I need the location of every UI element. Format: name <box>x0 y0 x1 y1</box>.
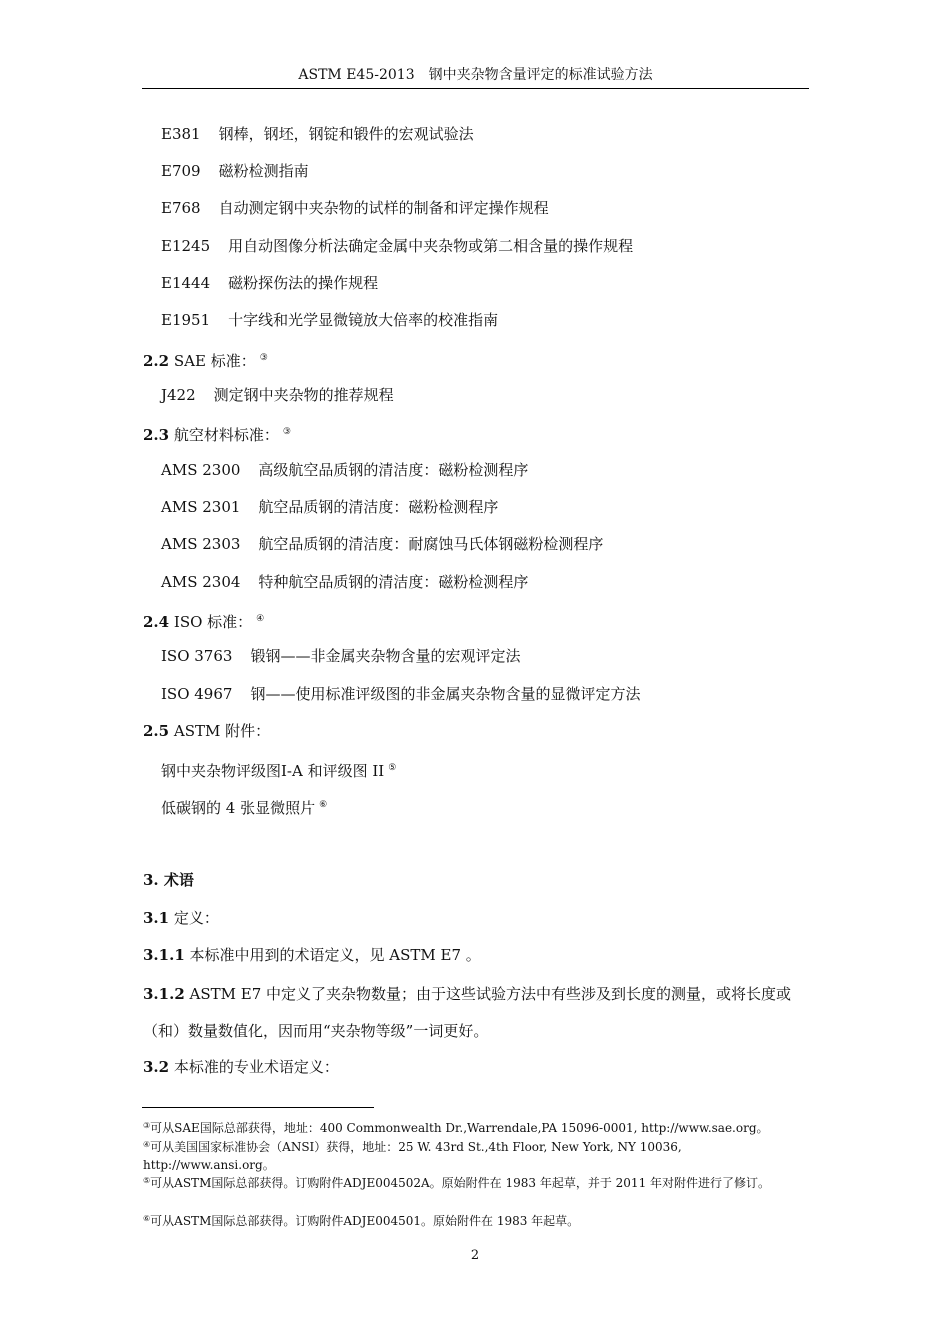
reference-code: E768 <box>161 199 201 217</box>
reference-title: 磁粉探伤法的操作规程 <box>228 274 379 292</box>
annex-item <box>161 795 327 818</box>
footnote-text: 可从ASTM国际总部获得。订购附件ADJE004502A。原始附件在 1983 年起草，并于 2011 年对附件进行了修订。 <box>150 1176 771 1190</box>
reference-title: 自动测定钢中夹杂物的试样的制备和评定操作规程 <box>218 199 549 217</box>
reference-title: 航空品质钢的清洁度：磁粉检测程序 <box>258 498 499 516</box>
footnote <box>143 1210 809 1230</box>
reference-title: 航空品质钢的清洁度：耐腐蚀马氏体钢磁粉检测程序 <box>258 535 604 553</box>
section-2-3-heading <box>143 422 291 445</box>
section-3-2 <box>143 1057 339 1077</box>
footnote-marker: ⑤ <box>143 1176 151 1185</box>
footnote <box>143 1172 809 1192</box>
footnote <box>143 1136 809 1174</box>
reference-title: 高级航空品质钢的清洁度：磁粉检测程序 <box>258 461 529 479</box>
section-3-heading: 3. 术语 <box>143 871 194 889</box>
section-label: ISO 标准： <box>173 613 253 631</box>
footnote-text: 可从SAE国际总部获得，地址：400 Commonwealth Dr.,Warrendale,PA 15096-0001, http://www.sae.org。 <box>150 1121 769 1135</box>
section-number: 3.1.2 <box>143 985 185 1003</box>
reference-code: E381 <box>161 125 201 143</box>
section-3-1-2 <box>143 976 809 1050</box>
reference-item <box>161 310 498 330</box>
footnote-marker: ⑥ <box>143 1214 151 1223</box>
section-number: 2.4 <box>143 613 170 631</box>
footnote-marker: ③ <box>143 1121 151 1130</box>
reference-code: E1444 <box>161 274 211 292</box>
section-2-4-heading <box>143 609 264 632</box>
section-number: 3.1.1 <box>143 946 185 964</box>
footnote-text: 可从ASTM国际总部获得。订购附件ADJE004501。原始附件在 1983 年起草。 <box>150 1214 580 1228</box>
section-label: ASTM 附件： <box>173 722 271 740</box>
reference-item <box>161 236 633 256</box>
section-number: 2.2 <box>143 352 170 370</box>
footnote-separator <box>142 1107 374 1108</box>
reference-title: 钢——使用标准评级图的非金属夹杂物含量的显微评定方法 <box>250 685 641 703</box>
section-text: 定义： <box>169 909 219 927</box>
reference-title: 测定钢中夹杂物的推荐规程 <box>213 386 394 404</box>
reference-title: 十字线和光学显微镜放大倍率的校准指南 <box>228 311 499 329</box>
section-number: 2.5 <box>143 722 170 740</box>
reference-code: E709 <box>161 162 201 180</box>
section-number: 3.2 <box>143 1058 170 1076</box>
section-number: 3.1 <box>143 909 170 927</box>
reference-item <box>161 385 394 405</box>
reference-item <box>161 124 474 144</box>
reference-item <box>161 273 378 293</box>
reference-item <box>161 572 528 592</box>
footnote <box>143 1117 809 1137</box>
section-text: 本标准中用到的术语定义，见 ASTM E7 。 <box>184 946 481 964</box>
reference-code: AMS 2300 <box>161 461 241 479</box>
header-rule <box>142 88 809 89</box>
footnote-marker: ③ <box>282 427 291 437</box>
annex-title: 钢中夹杂物评级图I-A 和评级图 II <box>161 762 385 780</box>
reference-item <box>161 497 498 517</box>
annex-title: 低碳钢的 4 张显微照片 <box>161 799 316 817</box>
reference-title: 钢棒，钢坯，钢锭和锻件的宏观试验法 <box>218 125 474 143</box>
section-2-2-heading <box>143 348 268 371</box>
footnote-marker: ⑤ <box>388 763 397 773</box>
reference-item <box>161 198 549 218</box>
annex-item <box>161 758 396 781</box>
reference-item <box>161 534 603 554</box>
reference-title: 特种航空品质钢的清洁度：磁粉检测程序 <box>258 573 529 591</box>
reference-title: 锻钢——非金属夹杂物含量的宏观评定法 <box>250 647 521 665</box>
footnote-text: 可从美国国家标准协会（ANSI）获得，地址：25 W. 43rd St.,4th Floor, New York, NY 10036, http://www.ansi.org。 <box>143 1140 682 1172</box>
reference-item <box>161 460 528 480</box>
section-label: 航空材料标准： <box>169 426 279 444</box>
section-label: SAE 标准： <box>173 352 256 370</box>
footnote-marker: ③ <box>259 353 268 363</box>
section-text: ASTM E7 中定义了夹杂物数量；由于这些试验方法中有些涉及到长度的测量，或将长度或（和）数量数值化，因而用“夹杂物等级”一词更好。 <box>143 985 792 1040</box>
reference-code: E1951 <box>161 311 211 329</box>
section-2-5-heading <box>143 721 270 741</box>
footnote-marker: ④ <box>256 614 265 624</box>
section-3-1-1 <box>143 945 481 965</box>
footnote-marker: ④ <box>143 1140 151 1149</box>
reference-code: ISO 4967 <box>161 685 233 703</box>
reference-code: AMS 2301 <box>161 498 241 516</box>
reference-code: J422 <box>161 386 196 404</box>
reference-item <box>161 646 520 666</box>
running-header: ASTM E45-2013 钢中夹杂物含量评定的标准试验方法 <box>298 67 653 83</box>
reference-title: 磁粉检测指南 <box>218 162 309 180</box>
footnote-marker: ⑥ <box>319 800 328 810</box>
section-number: 2.3 <box>143 426 170 444</box>
reference-code: ISO 3763 <box>161 647 233 665</box>
reference-code: AMS 2303 <box>161 535 241 553</box>
section-3-1 <box>143 908 219 928</box>
reference-item <box>161 684 640 704</box>
section-text: 本标准的专业术语定义： <box>169 1058 339 1076</box>
reference-code: E1245 <box>161 237 211 255</box>
reference-code: AMS 2304 <box>161 573 241 591</box>
reference-title: 用自动图像分析法确定金属中夹杂物或第二相含量的操作规程 <box>228 237 634 255</box>
reference-item <box>161 161 309 181</box>
page-number: 2 <box>470 1248 480 1263</box>
